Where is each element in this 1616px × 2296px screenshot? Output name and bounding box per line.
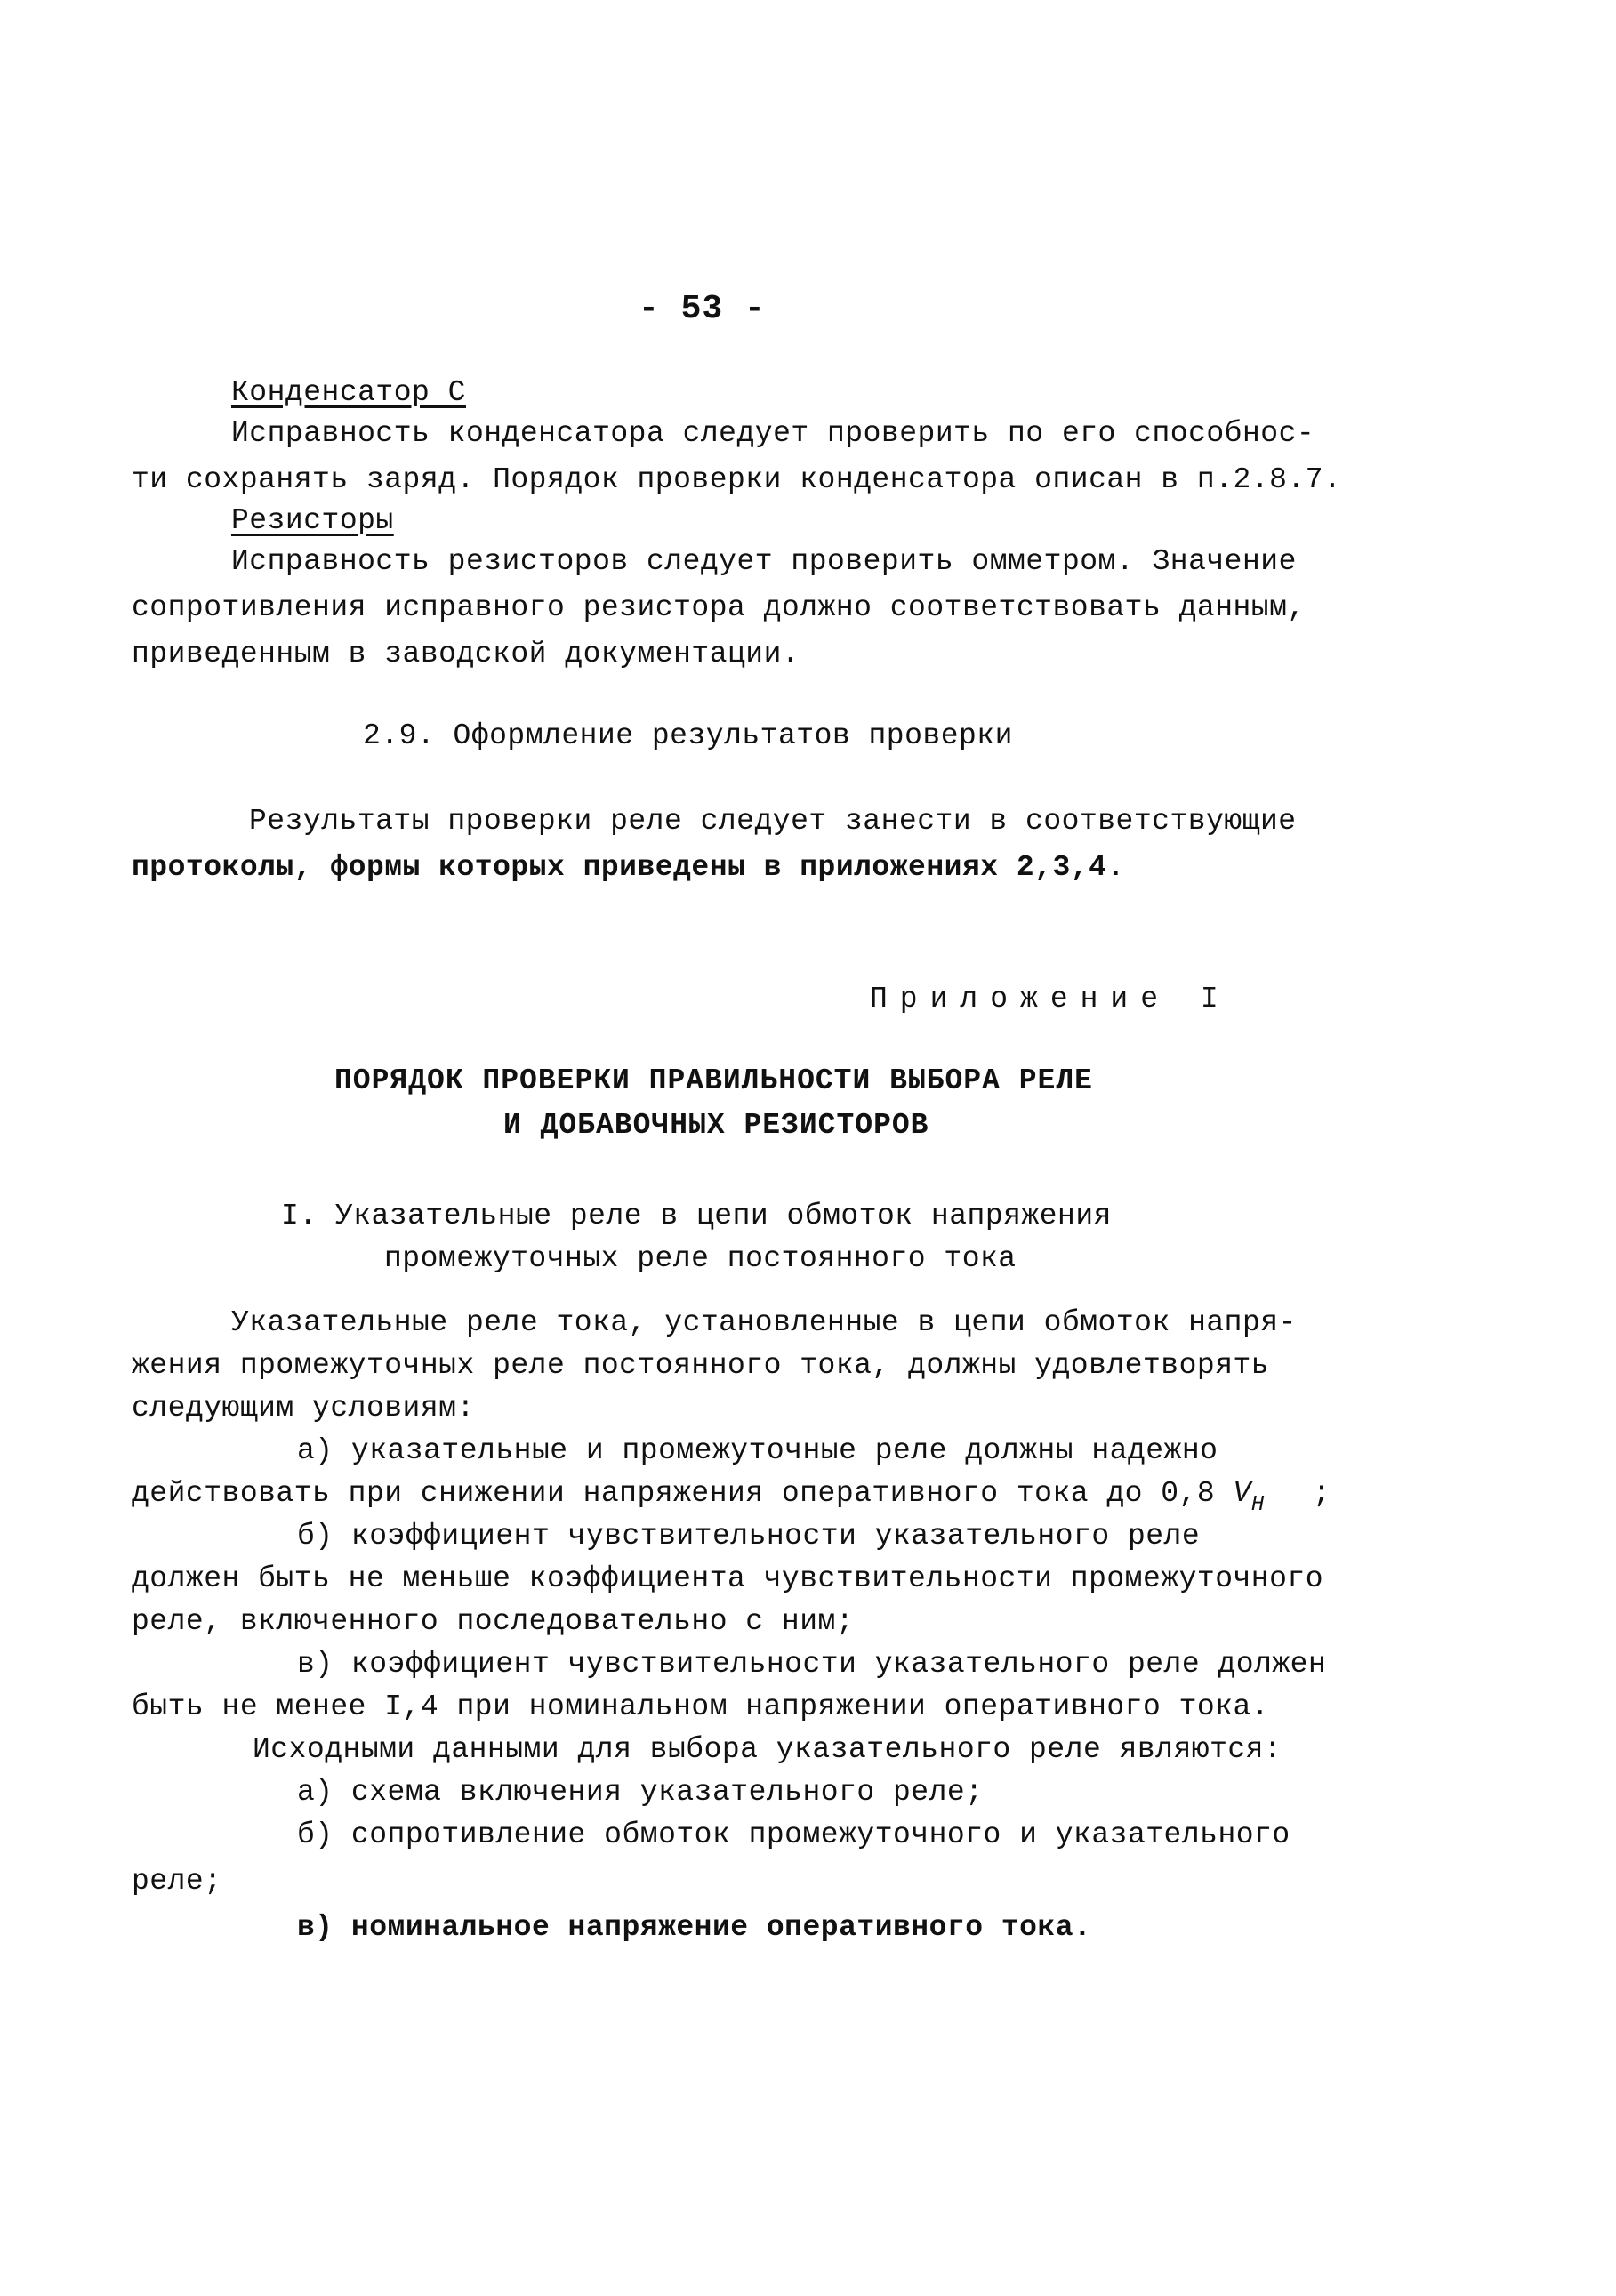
- subsection-title-line: I. Указательные реле в цепи обмоток напряжения: [281, 1200, 1112, 1232]
- subsection-title-line: промежуточных реле постоянного тока: [384, 1242, 1017, 1275]
- paragraph-line: Исправность резисторов следует проверить омметром. Значение: [231, 545, 1297, 578]
- capacitor-heading: Конденсатор С: [231, 376, 466, 409]
- list-item-continuation: [132, 1476, 1331, 1517]
- paragraph-line: ти сохранять заряд. Порядок проверки конденсатора описан в п.2.8.7.: [132, 463, 1342, 496]
- appendix-label: Приложение I: [870, 983, 1231, 1016]
- paragraph-line: сопротивления исправного резистора должно соответствовать данным,: [132, 591, 1306, 624]
- paragraph-line: Указательные реле тока, установленные в цепи обмоток напря-: [231, 1306, 1297, 1339]
- paragraph-line: быть не менее I,4 при номинальном напряжении оперативного тока.: [132, 1690, 1270, 1723]
- line-end-semicolon: ;: [1313, 1477, 1331, 1510]
- appendix-title-line: И ДОБАВОЧНЫХ РЕЗИСТОРОВ: [503, 1109, 929, 1142]
- paragraph-line: жения промежуточных реле постоянного тока, должны удовлетворять: [132, 1349, 1270, 1382]
- section-title: 2.9. Оформление результатов проверки: [363, 719, 1013, 752]
- paragraph-line: должен быть не меньше коэффициента чувствительности промежуточного: [132, 1562, 1324, 1595]
- appendix-title-line: ПОРЯДОК ПРОВЕРКИ ПРАВИЛЬНОСТИ ВЫБОРА РЕЛЕ: [334, 1064, 1093, 1097]
- list-item: в) коэффициент чувствительности указательного реле должен: [297, 1648, 1327, 1681]
- page-number: - 53 -: [639, 290, 766, 328]
- paragraph-line: Исправность конденсатора следует проверить по его способнос-: [231, 417, 1315, 450]
- resistors-heading: Резисторы: [231, 504, 394, 537]
- paragraph-line: реле, включенного последовательно с ним;: [132, 1605, 855, 1638]
- paragraph-line: реле;: [132, 1865, 222, 1898]
- paragraph-line: протоколы, формы которых приведены в приложениях 2,3,4.: [132, 851, 1125, 884]
- voltage-subscript: H: [1250, 1493, 1265, 1517]
- paragraph-line: следующим условиям:: [132, 1392, 475, 1425]
- voltage-symbol: V: [1233, 1477, 1251, 1510]
- list-item: а) схема включения указательного реле;: [297, 1776, 984, 1809]
- paragraph-line: приведенным в заводской документации.: [132, 638, 800, 670]
- paragraph-text: действовать при снижении напряжения оперативного тока до 0,8: [132, 1477, 1216, 1510]
- list-item: б) коэффициент чувствительности указательного реле: [297, 1520, 1201, 1553]
- paragraph-line: Результаты проверки реле следует занести в соответствующие: [249, 805, 1297, 838]
- list-item: б) сопротивление обмоток промежуточного и указательного: [297, 1818, 1290, 1851]
- paragraph-line: Исходными данными для выбора указательного реле являются:: [253, 1733, 1282, 1766]
- list-item: в) номинальное напряжение оперативного тока.: [297, 1911, 1092, 1944]
- list-item: а) указательные и промежуточные реле должны надежно: [297, 1434, 1218, 1467]
